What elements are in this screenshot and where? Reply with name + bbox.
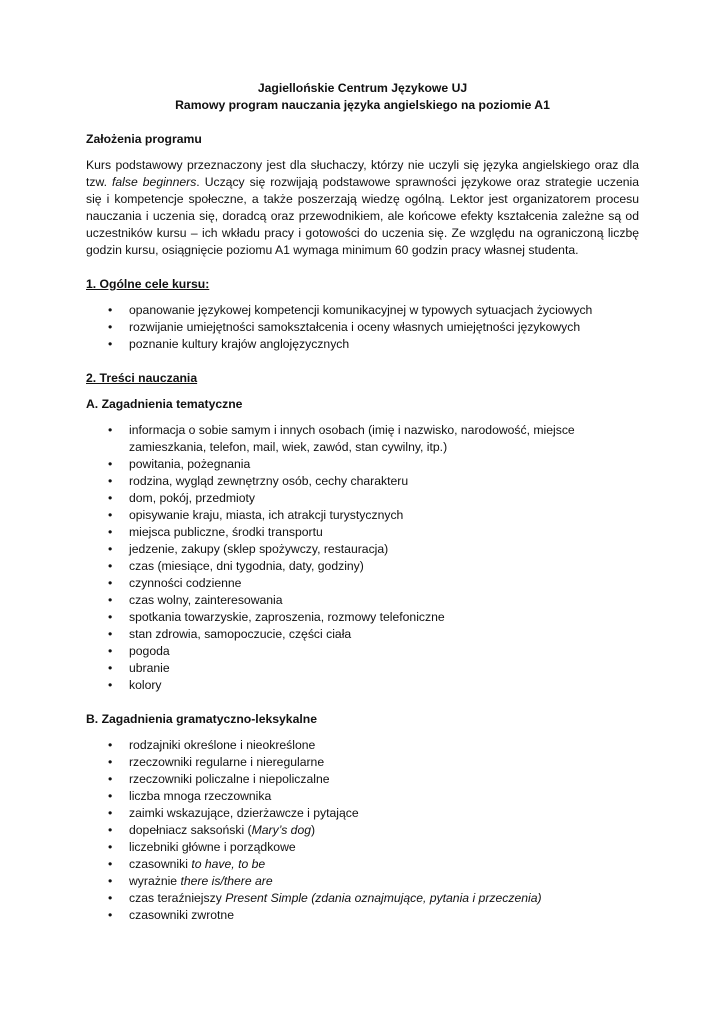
list-item	[86, 507, 639, 524]
list-item	[86, 805, 639, 822]
bullet-icon: •	[108, 508, 113, 522]
bullet-icon: •	[108, 891, 113, 905]
list-item	[86, 771, 639, 788]
list-item-text: czasowniki	[129, 857, 192, 871]
list-item-text: pogoda	[129, 644, 170, 658]
list-item-text: informacja o sobie samym i innych osobach (imię i nazwisko, narodowość, miejsce zamieszkania, telefon, mail, wiek, zawód, stan cywilny, itp.)	[129, 423, 575, 454]
list-item	[86, 788, 639, 805]
bullet-icon: •	[108, 644, 113, 658]
title-line-2: Ramowy program nauczania języka angielskiego na poziomie A1	[175, 98, 550, 112]
list-item-text: czynności codzienne	[129, 576, 242, 590]
section-2-heading: 2. Treści nauczania	[86, 371, 198, 385]
bullet-icon: •	[108, 857, 113, 871]
list-item-text: powitania, pożegnania	[129, 457, 251, 471]
list-item	[86, 302, 639, 319]
bullet-icon: •	[108, 789, 113, 803]
list-item	[86, 677, 639, 694]
title-line-1: Jagiellońskie Centrum Językowe UJ	[257, 81, 468, 95]
list-item	[86, 890, 639, 907]
subsection-a-heading: A. Zagadnienia tematyczne	[86, 397, 243, 411]
list-item-text: czasowniki zwrotne	[129, 908, 234, 922]
intro-paragraph	[86, 157, 639, 259]
list-item-text: czas (miesiące, dni tygodnia, daty, godziny)	[129, 559, 364, 573]
bullet-icon: •	[108, 840, 113, 854]
bullet-icon: •	[108, 610, 113, 624]
bullet-icon: •	[108, 738, 113, 752]
list-item	[86, 524, 639, 541]
bullet-icon: •	[108, 423, 113, 437]
list-item	[86, 473, 639, 490]
bullet-icon: •	[108, 908, 113, 922]
list-item-text: stan zdrowia, samopoczucie, części ciała	[129, 627, 352, 641]
list-item-text: wyrażnie	[129, 874, 181, 888]
list-item-text: miejsca publiczne, środki transportu	[129, 525, 323, 539]
bullet-icon: •	[108, 320, 113, 334]
list-item	[86, 754, 639, 771]
list-item-text: spotkania towarzyskie, zaproszenia, rozmowy telefoniczne	[129, 610, 445, 624]
subsection-a-list	[86, 422, 639, 694]
list-item	[86, 907, 639, 924]
list-item-text: liczebniki główne i porządkowe	[129, 840, 296, 854]
list-item	[86, 856, 639, 873]
bullet-icon: •	[108, 337, 113, 351]
list-item-italic: there is/there are	[180, 874, 273, 888]
bullet-icon: •	[108, 874, 113, 888]
list-item-text: rozwijanie umiejętności samokształcenia i oceny własnych umiejętności językowych	[129, 320, 581, 334]
bullet-icon: •	[108, 474, 113, 488]
list-item	[86, 541, 639, 558]
list-item	[86, 737, 639, 754]
list-item	[86, 839, 639, 856]
intro-italic-term: false beginners	[112, 175, 197, 189]
bullet-icon: •	[108, 678, 113, 692]
list-item	[86, 319, 639, 336]
list-item-text: jedzenie, zakupy (sklep spożywczy, restauracja)	[129, 542, 389, 556]
bullet-icon: •	[108, 303, 113, 317]
list-item-text: opisywanie kraju, miasta, ich atrakcji turystycznych	[129, 508, 404, 522]
bullet-icon: •	[108, 542, 113, 556]
intro-text-2: . Uczący się rozwijają podstawowe sprawności językowe oraz strategie uczenia się i kompetencje społeczne, a także poszerzają wiedzę ogólną. Lektor jest organizatorem procesu nauczania i uczenia się, doradcą oraz przewodnikiem, ale końcowe efekty kształcenia zależne są od uczestników kursu – ich wkładu pracy i gotowości do uczenia się. Ze względu na ograniczoną liczbę godzin kursu, osiągnięcie poziomu A1 wymaga minimum 60 godzin pracy własnej studenta.	[86, 175, 639, 257]
list-item-text: rodzina, wygląd zewnętrzny osób, cechy charakteru	[129, 474, 409, 488]
list-item	[86, 660, 639, 677]
subsection-b-list	[86, 737, 639, 924]
bullet-icon: •	[108, 593, 113, 607]
list-item	[86, 456, 639, 473]
bullet-icon: •	[108, 772, 113, 786]
list-item	[86, 873, 639, 890]
document-content	[86, 80, 639, 924]
list-item-text: dopełniacz saksoński (	[129, 823, 252, 837]
list-item	[86, 336, 639, 353]
list-item	[86, 490, 639, 507]
bullet-icon: •	[108, 559, 113, 573]
list-item-text: czas wolny, zainteresowania	[129, 593, 283, 607]
list-item-text: rzeczowniki regularne i nieregularne	[129, 755, 325, 769]
list-item-text: czas teraźniejszy	[129, 891, 226, 905]
bullet-icon: •	[108, 491, 113, 505]
bullet-icon: •	[108, 661, 113, 675]
list-item	[86, 643, 639, 660]
list-item	[86, 822, 639, 839]
list-item-text: zaimki wskazujące, dzierżawcze i pytające	[129, 806, 359, 820]
list-item	[86, 626, 639, 643]
section-1-list	[86, 302, 639, 353]
bullet-icon: •	[108, 806, 113, 820]
list-item	[86, 575, 639, 592]
list-item-text: liczba mnoga rzeczownika	[129, 789, 272, 803]
bullet-icon: •	[108, 457, 113, 471]
subsection-b-heading: B. Zagadnienia gramatyczno-leksykalne	[86, 712, 317, 726]
list-item	[86, 609, 639, 626]
bullet-icon: •	[108, 823, 113, 837]
section-1-heading: 1. Ogólne cele kursu:	[86, 277, 210, 291]
bullet-icon: •	[108, 525, 113, 539]
list-item-text: rzeczowniki policzalne i niepoliczalne	[129, 772, 330, 786]
list-item-italic: Present Simple (zdania oznajmujące, pytania i przeczenia)	[225, 891, 542, 905]
intro-text-1: Kurs podstawowy przeznaczony jest dla słuchaczy, którzy nie uczyli się języka angielskiego oraz dla tzw.	[86, 158, 639, 189]
list-item-italic: to have, to be	[191, 857, 266, 871]
bullet-icon: •	[108, 627, 113, 641]
bullet-icon: •	[108, 576, 113, 590]
list-item	[86, 558, 639, 575]
list-item	[86, 422, 639, 456]
list-item-text: ubranie	[129, 661, 170, 675]
list-item-text: opanowanie językowej kompetencji komunikacyjnej w typowych sytuacjach życiowych	[129, 303, 593, 317]
list-item	[86, 592, 639, 609]
list-item-text: poznanie kultury krajów anglojęzycznych	[129, 337, 350, 351]
assumptions-heading: Założenia programu	[86, 132, 202, 146]
list-item-text: rodzajniki określone i nieokreślone	[129, 738, 316, 752]
bullet-icon: •	[108, 755, 113, 769]
list-item-suffix: )	[311, 823, 316, 837]
list-item-italic: Mary’s dog	[251, 823, 312, 837]
list-item-text: kolory	[129, 678, 162, 692]
list-item-text: dom, pokój, przedmioty	[129, 491, 255, 505]
